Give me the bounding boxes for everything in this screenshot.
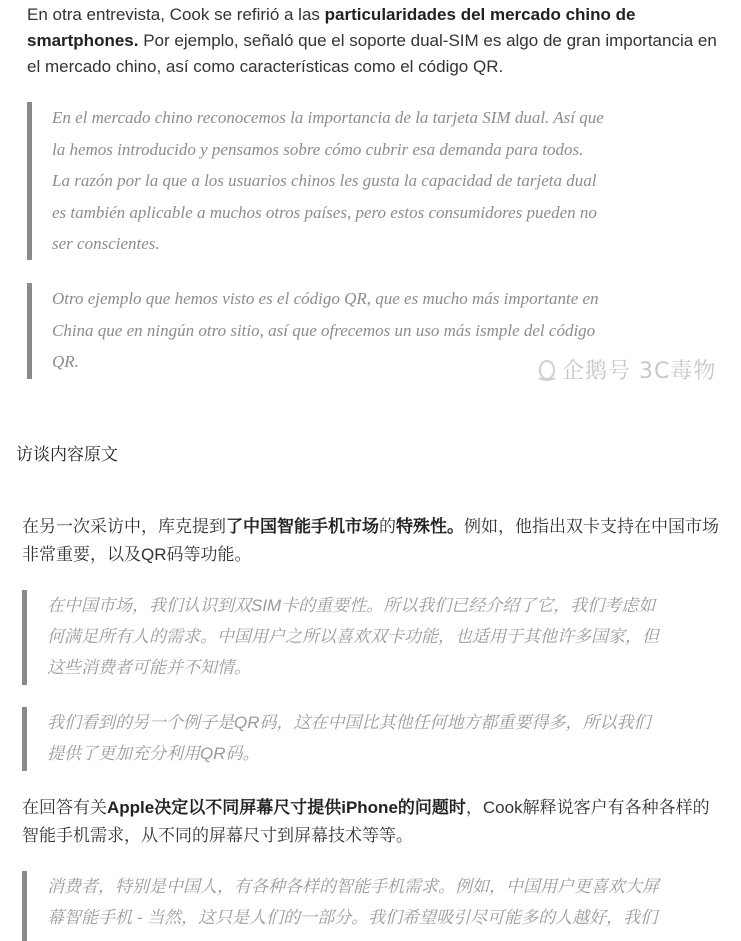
es-q1-line-4: es también aplicable a muchos otros países, pero estos consumidores pueden no xyxy=(52,202,597,222)
zh-p2-bold: Apple决定以不同屏幕尺寸提供iPhone的问题时 xyxy=(107,798,466,817)
watermark-text: 企鹅号 3C毒物 xyxy=(562,359,717,384)
es-q2-line-3: QR. xyxy=(52,352,79,371)
es-q2-line-2: China que en ningún otro sitio, así que ofrecemos un uso más ismple del código xyxy=(52,320,596,340)
penguin-logo-icon xyxy=(536,359,558,381)
es-q1-line-5: ser conscientes. xyxy=(52,234,160,253)
es-p1-text-a: En otra entrevista, Cook se refirió a las xyxy=(27,5,325,24)
es-p1-bold: particularidades del mercado chino de smartphones. xyxy=(27,5,636,50)
zh-q3-line-1: 消费者，特别是中国人，有各种各样的智能手机需求。例如，中国用户更喜欢大屏 xyxy=(47,877,659,896)
section-heading: 访谈内容原文 xyxy=(16,445,118,464)
es-q1-line-2: la hemos introducido y pensamos sobre cómo cubrir esa demanda para todos. xyxy=(52,139,584,159)
chinese-paragraph-2 xyxy=(22,794,720,850)
zh-q1-line-2: 何满足所有人的需求。中国用户之所以喜欢双卡功能，也适用于其他许多国家，但 xyxy=(47,627,659,646)
es-q1-line-1: En el mercado chino reconocemos la importancia de la tarjeta SIM dual. Así que xyxy=(52,108,604,127)
zh-q2-line-1: 我们看到的另一个例子是QR码，这在中国比其他任何地方都重要得多，所以我们 xyxy=(47,713,651,732)
spanish-quote-1 xyxy=(27,102,732,260)
zh-p1-bold-1: 了中国智能手机市场 xyxy=(226,517,379,536)
es-q2-line-1: Otro ejemplo que hemos visto es el código QR, que es mucho más importante en xyxy=(52,289,599,308)
zh-p1-text-e: 例如，他指出双卡支持在中国市场非常重要，以及QR码等功能。 xyxy=(22,517,719,564)
chinese-quote-3 xyxy=(22,871,737,941)
chinese-quote-1 xyxy=(22,590,737,685)
es-p1-text-c: Por ejemplo, señaló que el soporte dual-SIM es algo de gran importancia en el mercado chino, así como características como el código QR. xyxy=(27,31,717,76)
zh-p2-text-c: ，Cook解释说客户有各种各样的智能手机需求，从不同的屏幕尺寸到屏幕技术等等。 xyxy=(22,798,710,845)
zh-q1-line-3: 这些消费者可能并不知情。 xyxy=(47,658,251,677)
zh-p1-bold-2: 特殊性。 xyxy=(396,517,464,536)
zh-q3-line-2: 幕智能手机 - 当然，这只是人们的一部分。我们希望吸引尽可能多的人越好，我们 xyxy=(47,908,658,927)
zh-q2-line-2: 提供了更加充分利用QR码。 xyxy=(47,744,260,763)
spanish-intro-paragraph xyxy=(27,2,727,80)
zh-p1-text-a: 在另一次采访中，库克提到 xyxy=(22,517,226,536)
watermark xyxy=(536,354,716,385)
zh-q1-line-1: 在中国市场，我们认识到双SIM卡的重要性。所以我们已经介绍了它，我们考虑如 xyxy=(47,596,656,615)
es-q1-line-3: La razón por la que a los usuarios chinos les gusta la capacidad de tarjeta dual xyxy=(52,171,597,190)
chinese-quote-2 xyxy=(22,707,737,771)
zh-p1-text-c: 的 xyxy=(379,517,396,536)
zh-p2-text-a: 在回答有关 xyxy=(22,798,107,817)
chinese-intro-paragraph xyxy=(22,513,720,569)
